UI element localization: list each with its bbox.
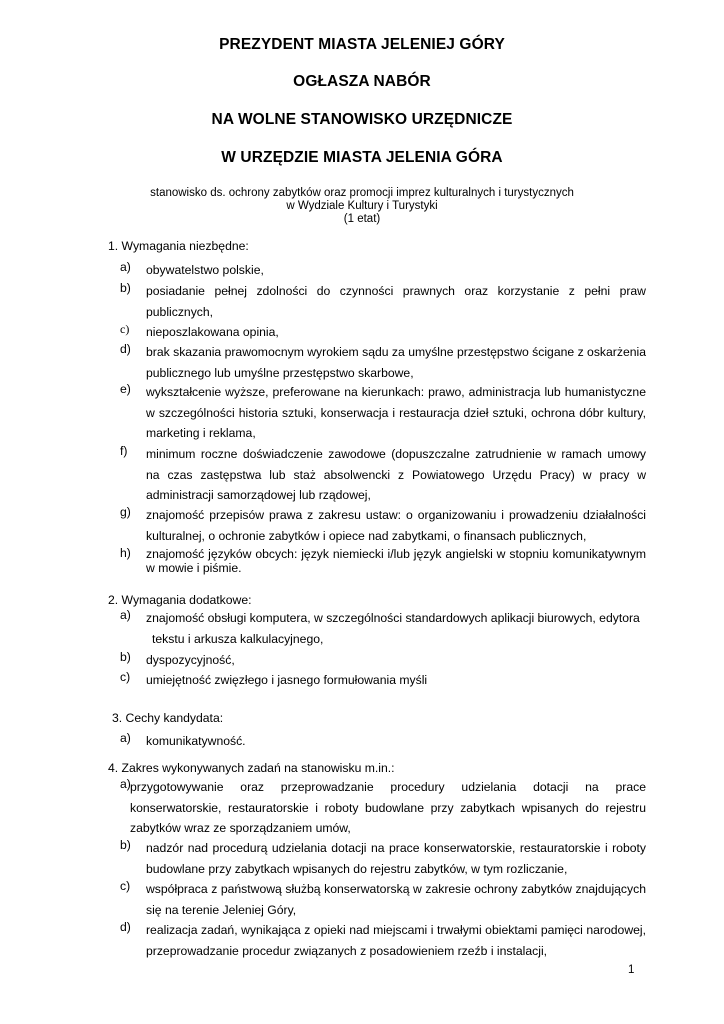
header-title-1: PREZYDENT MIASTA JELENIEJ GÓRY — [219, 36, 505, 53]
list-item-text: brak skazania prawomocnym wyrokiem sądu za umyślne przestępstwo ścigane z oskarżenia publicznego lub umyślne przestępstwo skarbowe, — [146, 345, 646, 380]
list-item-label: c) — [120, 670, 131, 684]
list-item-text: umiejętność zwięzłego i jasnego formułowania myśli — [146, 673, 428, 687]
page-number: 1 — [628, 964, 635, 976]
list-item-text: wykształcenie wyższe, preferowane na kierunkach: prawo, administracja lub humanistyczne w szczególności historia sztuki, konserwacja i restauracja dzieł sztuki, ochrona dóbr kultury, marketing i reklama, — [146, 385, 646, 440]
list-item-text: współpraca z państwową służbą konserwatorską w zakresie ochrony zabytków znajdujących się na terenie Jeleniej Góry, — [146, 882, 646, 917]
section-3-heading: 3. Cechy kandydata: — [112, 711, 224, 725]
section-4-heading: 4. Zakres wykonywanych zadań na stanowisku m.in.: — [108, 761, 395, 775]
list-item-label: a) — [120, 731, 131, 745]
header-title-4: W URZĘDZIE MIASTA JELENIA GÓRA — [221, 149, 503, 166]
list-item-label: b) — [120, 650, 131, 664]
list-item-label: d) — [120, 342, 131, 356]
list-item-text: dyspozycyjność, — [146, 653, 235, 667]
list-item-label: d) — [120, 920, 131, 934]
list-item-label: c) — [120, 322, 130, 336]
position-etat: (1 etat) — [343, 213, 381, 225]
section-2-heading: 2. Wymagania dodatkowe: — [108, 593, 252, 607]
list-item-text: nieposzlakowana opinia, — [146, 325, 279, 339]
list-item-text: znajomość języków obcych: język niemiecki i/lub język angielski w stopniu komunikatywnym w mowie i piśmie. — [146, 547, 646, 575]
position-title: stanowisko ds. ochrony zabytków oraz promocji imprez kulturalnych i turystycznych — [150, 187, 574, 199]
list-item-text: minimum roczne doświadczenie zawodowe (dopuszczalne zatrudnienie w ramach umowy na czas zastępstwa lub staż absolwencki z Powiatowego Urzędu Pracy) w pracy w administracji samorządowej lub rządowej, — [146, 447, 646, 502]
section-1-heading: 1. Wymagania niezbędne: — [108, 239, 249, 253]
header-title-3: NA WOLNE STANOWISKO URZĘDNICZE — [211, 111, 513, 128]
list-item-text: obywatelstwo polskie, — [146, 263, 264, 277]
list-item-text: posiadanie pełnej zdolności do czynności prawnych oraz korzystanie z pełni praw publicznych, — [146, 284, 646, 319]
header-title-2: OGŁASZA NABÓR — [293, 73, 431, 90]
list-item-text: nadzór nad procedurą udzielania dotacji na prace konserwatorskie, restauratorskie i roboty budowlane przy zabytkach wpisanych do rejestru zabytków, w tym rozliczanie, — [146, 841, 646, 876]
list-item-label: a) — [120, 608, 131, 622]
list-item-text: znajomość przepisów prawa z zakresu ustaw: o organizowaniu i prowadzeniu działalności kulturalnej, o ochronie zabytków i opiece nad zabytkami, o finansach publicznych, — [146, 508, 646, 543]
list-item-label: h) — [120, 546, 131, 560]
list-item-text: przygotowywanie oraz przeprowadzanie procedury udzielania dotacji na prace konserwatorskie, restauratorskie i roboty budowlane przy zabytkach wpisanych do rejestru zabytków wraz ze sporządzaniem umów, — [130, 780, 646, 835]
list-item-label: a) — [120, 777, 131, 791]
list-item-label: a) — [120, 260, 131, 274]
position-department: w Wydziale Kultury i Turystyki — [286, 200, 438, 212]
list-item-label: e) — [120, 382, 131, 396]
list-item-text: komunikatywność. — [146, 734, 246, 748]
list-item-label: b) — [120, 838, 131, 852]
list-item-text: realizacja zadań, wynikająca z opieki nad miejscami i trwałymi obiektami pamięci narodowej, przeprowadzanie procedur związanych z posadowieniem rzeźb i instalacji, — [146, 923, 646, 958]
list-item-label: c) — [120, 879, 131, 893]
list-item-text: znajomość obsługi komputera, w szczególności standardowych aplikacji biurowych, edytora — [146, 611, 640, 625]
list-item-label: b) — [120, 281, 131, 295]
list-item-label: g) — [120, 505, 131, 519]
list-item-label: f) — [120, 444, 128, 458]
list-item-text: tekstu i arkusza kalkulacyjnego, — [152, 632, 324, 646]
